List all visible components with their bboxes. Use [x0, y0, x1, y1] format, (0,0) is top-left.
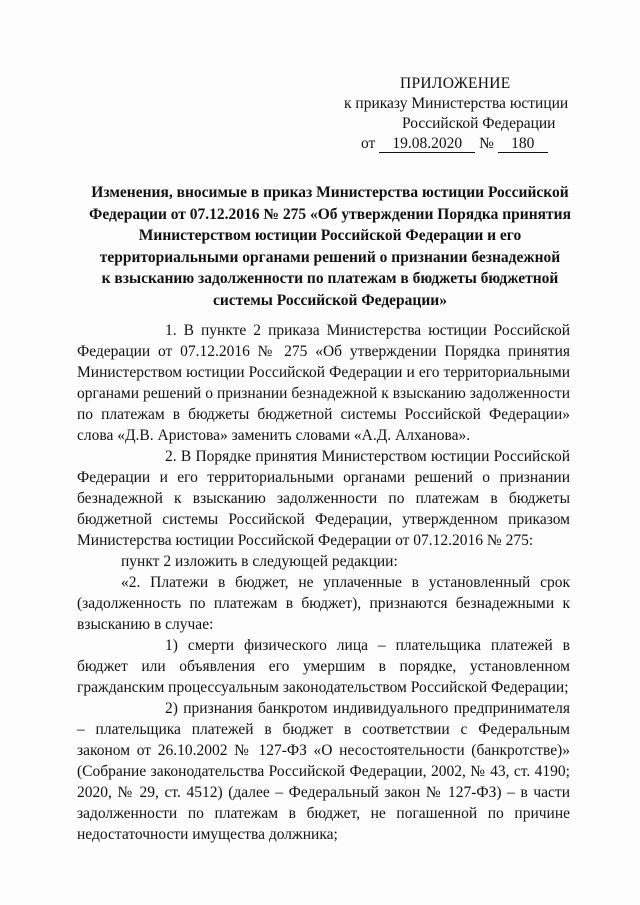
- paragraph-4: [77, 572, 570, 635]
- title-line: территориальными органами решений о признании безнадежной: [99, 248, 561, 266]
- paragraph-5-number: 1): [165, 637, 178, 654]
- title-line: Министерством юстиции Российской Федерации и его: [138, 227, 522, 244]
- appendix-title: ПРИЛОЖЕНИЕ: [400, 75, 511, 92]
- appendix-number: 180: [498, 135, 548, 153]
- paragraph-5: [77, 635, 570, 698]
- title-line: к взысканию задолженности по платежам в бюджеты бюджетной: [101, 270, 559, 287]
- paragraph-5-text: смерти физического лица – плательщика платежей в бюджет или объявления его умершим в порядке, установленном гражданским процессуальным законодательством Российской Федерации;: [77, 637, 570, 696]
- document-body: [77, 320, 570, 845]
- paragraph-3-text: пункт 2 изложить в следующей редакции:: [121, 553, 398, 570]
- appendix-date: 19.08.2020: [379, 135, 475, 153]
- appendix-ministry-line: Российской Федерации: [402, 115, 556, 132]
- appendix-number-label: №: [479, 135, 494, 152]
- paragraph-2-text: В Порядке принятия Министерством юстиции Российской Федерации и его территориальными органами решений о признании безнадежной к взысканию задолженности по платежам в бюджеты бюджетной системы Российской Федерации, утвержденном приказом Министерства юстиции Российской Федерации от 07.12.2016 № 275:: [77, 448, 570, 549]
- title-line: Федерации от 07.12.2016 № 275 «Об утверждении Порядка принятия: [89, 205, 571, 223]
- paragraph-2-number: 2.: [165, 448, 177, 465]
- appendix-order-line: к приказу Министерства юстиции: [344, 95, 569, 112]
- paragraph-1-number: 1.: [165, 322, 177, 339]
- paragraph-1: [77, 320, 570, 446]
- appendix-header: [340, 74, 590, 154]
- paragraph-3: [77, 551, 570, 572]
- document-title: [70, 182, 590, 311]
- paragraph-4-text: «2. Платежи в бюджет, не уплаченные в установленный срок (задолженность по платежам в бюджет), признаются безнадежными к взысканию в случае:: [77, 574, 570, 633]
- paragraph-6: [77, 698, 570, 845]
- paragraph-1-text: В пункте 2 приказа Министерства юстиции Российской Федерации от 07.12.2016 № 275 «Об утверждении Порядка принятия Министерством юстиции Российской Федерации и его территориальными органами решений о признании безнадежной к взысканию задолженности по платежам в бюджеты бюджетной системы Российской Федерации» слова «Д.В. Аристова» заменить словами «А.Д. Алханова».: [77, 322, 571, 444]
- appendix-date-line: [340, 134, 590, 154]
- title-line: Изменения, вносимые в приказ Министерства юстиции Российской: [91, 184, 569, 201]
- title-line: системы Российской Федерации»: [213, 291, 447, 309]
- paragraph-6-number: 2): [165, 700, 178, 717]
- paragraph-6-text: признания банкротом индивидуального предпринимателя – плательщика платежей в бюджет в соответствии с Федеральным законом от 26.10.2002 № 127-ФЗ «О несостоятельности (банкротстве)» (Собрание законодательства Российской Федерации, 2002, № 43, ст. 4190; 2020, № 29, ст. 4512) (далее – Федеральный закон № 127-ФЗ) – в части задолженности по платежам в бюджет, не погашенной по причине недостаточности имущества должника;: [77, 700, 570, 843]
- paragraph-2: [77, 446, 570, 551]
- appendix-from-label: от: [361, 135, 376, 152]
